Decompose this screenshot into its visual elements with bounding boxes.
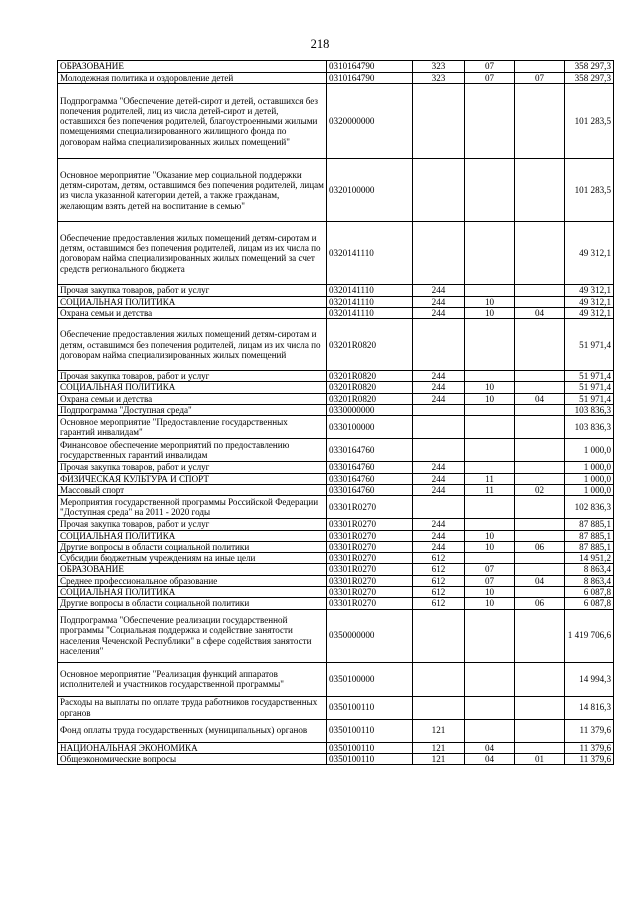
expense-type-code-cell: 612 — [413, 598, 465, 609]
table-row — [58, 416, 614, 439]
row-name-cell: СОЦИАЛЬНАЯ ПОЛИТИКА — [58, 530, 327, 541]
section-code-cell — [465, 519, 515, 530]
table-row — [58, 405, 614, 416]
target-article-code-cell: 0350100110 — [327, 696, 413, 719]
expense-type-code-cell: 323 — [413, 61, 465, 73]
subsection-code-cell: 02 — [515, 484, 565, 495]
subsection-code-cell — [515, 285, 565, 296]
target-article-code-cell: 0330164760 — [327, 473, 413, 484]
row-name-cell: Охрана семьи и детства — [58, 307, 327, 318]
expense-type-code-cell: 121 — [413, 742, 465, 753]
target-article-code-cell: 0320141110 — [327, 307, 413, 318]
subsection-code-cell — [515, 222, 565, 285]
subsection-code-cell — [515, 84, 565, 159]
section-code-cell — [465, 496, 515, 519]
table-row — [58, 753, 614, 764]
target-article-code-cell: 0330164760 — [327, 462, 413, 473]
expense-type-code-cell — [413, 84, 465, 159]
expense-type-code-cell: 612 — [413, 587, 465, 598]
section-code-cell: 11 — [465, 484, 515, 495]
table-row — [58, 484, 614, 495]
table-row — [58, 598, 614, 609]
subsection-code-cell — [515, 742, 565, 753]
table-row — [58, 159, 614, 222]
row-name-cell: Основное мероприятие "Реализация функций аппаратов исполнителей и участников государственной программы" — [58, 662, 327, 696]
subsection-code-cell: 04 — [515, 393, 565, 404]
target-article-code-cell: 03301R0270 — [327, 575, 413, 586]
amount-cell: 358 297,3 — [565, 73, 614, 84]
row-name-cell: ОБРАЗОВАНИЕ — [58, 61, 327, 73]
section-code-cell: 10 — [465, 393, 515, 404]
table-row — [58, 73, 614, 84]
table-row — [58, 519, 614, 530]
amount-cell: 8 863,4 — [565, 575, 614, 586]
row-name-cell: Прочая закупка товаров, работ и услуг — [58, 285, 327, 296]
row-name-cell: Субсидии бюджетным учреждениям на иные цели — [58, 553, 327, 564]
amount-cell: 103 836,3 — [565, 405, 614, 416]
amount-cell: 51 971,4 — [565, 393, 614, 404]
subsection-code-cell — [515, 530, 565, 541]
target-article-code-cell: 0310164790 — [327, 73, 413, 84]
subsection-code-cell — [515, 519, 565, 530]
section-code-cell: 10 — [465, 382, 515, 393]
subsection-code-cell — [515, 159, 565, 222]
amount-cell: 51 971,4 — [565, 371, 614, 382]
row-name-cell: Расходы на выплаты по оплате труда работников государственных органов — [58, 696, 327, 719]
target-article-code-cell: 0330000000 — [327, 405, 413, 416]
expense-type-code-cell: 244 — [413, 393, 465, 404]
amount-cell: 51 971,4 — [565, 382, 614, 393]
target-article-code-cell: 03301R0270 — [327, 530, 413, 541]
expense-type-code-cell: 244 — [413, 519, 465, 530]
amount-cell: 101 283,5 — [565, 159, 614, 222]
expense-type-code-cell: 244 — [413, 307, 465, 318]
subsection-code-cell — [515, 473, 565, 484]
row-name-cell: Обеспечение предоставления жилых помещений детям-сиротам и детям, оставшимся без попечения родителей, лицам из их числа по договорам найма специализированных жилых помещений за счет средств регионального бюджета — [58, 222, 327, 285]
amount-cell: 1 419 706,6 — [565, 609, 614, 662]
row-name-cell: Финансовое обеспечение мероприятий по предоставлению государственных гарантий инвалидам — [58, 439, 327, 462]
section-code-cell — [465, 405, 515, 416]
section-code-cell: 07 — [465, 61, 515, 73]
subsection-code-cell — [515, 662, 565, 696]
section-code-cell — [465, 553, 515, 564]
target-article-code-cell: 03301R0270 — [327, 598, 413, 609]
amount-cell: 14 816,3 — [565, 696, 614, 719]
amount-cell: 49 312,1 — [565, 222, 614, 285]
row-name-cell: Подпрограмма "Обеспечение реализации государственной программы "Социальная поддержка и содействие занятости населения Чеченской Республики" в сфере содействия занятости населения" — [58, 609, 327, 662]
section-code-cell: 11 — [465, 473, 515, 484]
amount-cell: 1 000,0 — [565, 484, 614, 495]
table-row — [58, 587, 614, 598]
row-name-cell: Обеспечение предоставления жилых помещений детям-сиротам и детям, оставшимся без попечения родителей, лицам из их числа по договорам найма специализированных жилых помещений — [58, 319, 327, 371]
subsection-code-cell — [515, 61, 565, 73]
subsection-code-cell — [515, 319, 565, 371]
expense-type-code-cell: 244 — [413, 371, 465, 382]
target-article-code-cell: 03301R0270 — [327, 519, 413, 530]
target-article-code-cell: 03201R0820 — [327, 393, 413, 404]
page-number: 218 — [310, 37, 330, 51]
section-code-cell: 04 — [465, 742, 515, 753]
amount-cell: 102 836,3 — [565, 496, 614, 519]
row-name-cell: СОЦИАЛЬНАЯ ПОЛИТИКА — [58, 587, 327, 598]
section-code-cell — [465, 84, 515, 159]
expense-type-code-cell — [413, 416, 465, 439]
target-article-code-cell: 03301R0270 — [327, 496, 413, 519]
row-name-cell: Основное мероприятие "Предоставление государственных гарантий инвалидам" — [58, 416, 327, 439]
subsection-code-cell: 04 — [515, 575, 565, 586]
target-article-code-cell: 0320141110 — [327, 296, 413, 307]
section-code-cell — [465, 696, 515, 719]
target-article-code-cell: 0350100110 — [327, 753, 413, 764]
target-article-code-cell: 0320000000 — [327, 84, 413, 159]
table-row — [58, 541, 614, 552]
table-row — [58, 307, 614, 318]
amount-cell: 51 971,4 — [565, 319, 614, 371]
row-name-cell: Прочая закупка товаров, работ и услуг — [58, 519, 327, 530]
table-row — [58, 662, 614, 696]
amount-cell: 87 885,1 — [565, 530, 614, 541]
table-row — [58, 609, 614, 662]
row-name-cell: Основное мероприятие "Оказание мер социальной поддержки детям-сиротам, детям, оставшимся без попечения родителей, лицам из числа указанной категории детей, а также гражданам, желающим взять детей на воспитание в семью" — [58, 159, 327, 222]
subsection-code-cell: 01 — [515, 753, 565, 764]
section-code-cell: 10 — [465, 587, 515, 598]
table-row — [58, 84, 614, 159]
section-code-cell: 07 — [465, 73, 515, 84]
subsection-code-cell — [515, 719, 565, 742]
amount-cell: 49 312,1 — [565, 285, 614, 296]
subsection-code-cell — [515, 439, 565, 462]
row-name-cell: ФИЗИЧЕСКАЯ КУЛЬТУРА И СПОРТ — [58, 473, 327, 484]
expense-type-code-cell: 121 — [413, 719, 465, 742]
subsection-code-cell — [515, 296, 565, 307]
row-name-cell: СОЦИАЛЬНАЯ ПОЛИТИКА — [58, 296, 327, 307]
amount-cell: 101 283,5 — [565, 84, 614, 159]
row-name-cell: СОЦИАЛЬНАЯ ПОЛИТИКА — [58, 382, 327, 393]
amount-cell: 6 087,8 — [565, 598, 614, 609]
expense-type-code-cell: 244 — [413, 285, 465, 296]
expense-type-code-cell — [413, 609, 465, 662]
expense-type-code-cell — [413, 439, 465, 462]
row-name-cell: ОБРАЗОВАНИЕ — [58, 564, 327, 575]
subsection-code-cell — [515, 416, 565, 439]
subsection-code-cell — [515, 382, 565, 393]
section-code-cell — [465, 319, 515, 371]
row-name-cell: Прочая закупка товаров, работ и услуг — [58, 462, 327, 473]
expense-type-code-cell — [413, 319, 465, 371]
subsection-code-cell: 04 — [515, 307, 565, 318]
expense-type-code-cell: 244 — [413, 296, 465, 307]
expense-type-code-cell — [413, 222, 465, 285]
amount-cell: 1 000,0 — [565, 462, 614, 473]
row-name-cell: Среднее профессиональное образование — [58, 575, 327, 586]
target-article-code-cell: 03301R0270 — [327, 553, 413, 564]
target-article-code-cell: 0350100110 — [327, 719, 413, 742]
table-row — [58, 296, 614, 307]
budget-table-body — [58, 61, 614, 765]
subsection-code-cell: 06 — [515, 541, 565, 552]
target-article-code-cell: 0320141110 — [327, 222, 413, 285]
subsection-code-cell — [515, 564, 565, 575]
target-article-code-cell: 03201R0820 — [327, 319, 413, 371]
table-row — [58, 222, 614, 285]
expense-type-code-cell — [413, 496, 465, 519]
target-article-code-cell: 0320100000 — [327, 159, 413, 222]
target-article-code-cell: 0350100000 — [327, 662, 413, 696]
expense-type-code-cell — [413, 159, 465, 222]
table-row — [58, 564, 614, 575]
amount-cell: 103 836,3 — [565, 416, 614, 439]
row-name-cell: Фонд оплаты труда государственных (муниципальных) органов — [58, 719, 327, 742]
amount-cell: 8 863,4 — [565, 564, 614, 575]
section-code-cell — [465, 609, 515, 662]
row-name-cell: Молодежная политика и оздоровление детей — [58, 73, 327, 84]
section-code-cell — [465, 662, 515, 696]
subsection-code-cell — [515, 553, 565, 564]
expense-type-code-cell: 244 — [413, 462, 465, 473]
table-row — [58, 285, 614, 296]
target-article-code-cell: 03301R0270 — [327, 564, 413, 575]
expense-type-code-cell: 323 — [413, 73, 465, 84]
table-row — [58, 439, 614, 462]
target-article-code-cell: 03201R0820 — [327, 382, 413, 393]
table-row — [58, 462, 614, 473]
expense-type-code-cell: 612 — [413, 564, 465, 575]
amount-cell: 49 312,1 — [565, 296, 614, 307]
target-article-code-cell: 03301R0270 — [327, 541, 413, 552]
target-article-code-cell: 0350100110 — [327, 742, 413, 753]
section-code-cell — [465, 416, 515, 439]
amount-cell: 14 994,3 — [565, 662, 614, 696]
expense-type-code-cell: 244 — [413, 484, 465, 495]
subsection-code-cell: 06 — [515, 598, 565, 609]
expense-type-code-cell: 612 — [413, 575, 465, 586]
expense-type-code-cell: 244 — [413, 473, 465, 484]
table-row — [58, 319, 614, 371]
budget-table — [57, 60, 614, 765]
expense-type-code-cell — [413, 405, 465, 416]
table-row — [58, 382, 614, 393]
target-article-code-cell: 0330100000 — [327, 416, 413, 439]
amount-cell: 11 379,6 — [565, 753, 614, 764]
amount-cell: 6 087,8 — [565, 587, 614, 598]
amount-cell: 14 951,2 — [565, 553, 614, 564]
section-code-cell — [465, 371, 515, 382]
table-row — [58, 393, 614, 404]
subsection-code-cell — [515, 609, 565, 662]
section-code-cell: 07 — [465, 575, 515, 586]
table-row — [58, 553, 614, 564]
expense-type-code-cell: 244 — [413, 541, 465, 552]
section-code-cell — [465, 222, 515, 285]
table-row — [58, 61, 614, 73]
expense-type-code-cell: 612 — [413, 553, 465, 564]
amount-cell: 358 297,3 — [565, 61, 614, 73]
amount-cell: 1 000,0 — [565, 473, 614, 484]
row-name-cell: Массовый спорт — [58, 484, 327, 495]
row-name-cell: Другие вопросы в области социальной политики — [58, 598, 327, 609]
table-row — [58, 719, 614, 742]
section-code-cell — [465, 462, 515, 473]
target-article-code-cell: 0320141110 — [327, 285, 413, 296]
expense-type-code-cell: 121 — [413, 753, 465, 764]
table-row — [58, 530, 614, 541]
section-code-cell — [465, 285, 515, 296]
subsection-code-cell — [515, 587, 565, 598]
expense-type-code-cell — [413, 662, 465, 696]
amount-cell: 87 885,1 — [565, 519, 614, 530]
target-article-code-cell: 03201R0820 — [327, 371, 413, 382]
amount-cell: 11 379,6 — [565, 742, 614, 753]
section-code-cell: 10 — [465, 296, 515, 307]
row-name-cell: Подпрограмма "Доступная среда" — [58, 405, 327, 416]
subsection-code-cell — [515, 405, 565, 416]
table-row — [58, 696, 614, 719]
target-article-code-cell: 0330164760 — [327, 484, 413, 495]
row-name-cell: НАЦИОНАЛЬНАЯ ЭКОНОМИКА — [58, 742, 327, 753]
target-article-code-cell: 0310164790 — [327, 61, 413, 73]
expense-type-code-cell: 244 — [413, 382, 465, 393]
expense-type-code-cell — [413, 696, 465, 719]
section-code-cell — [465, 439, 515, 462]
section-code-cell: 10 — [465, 541, 515, 552]
section-code-cell — [465, 159, 515, 222]
target-article-code-cell: 0330164760 — [327, 439, 413, 462]
section-code-cell: 10 — [465, 598, 515, 609]
section-code-cell: 07 — [465, 564, 515, 575]
subsection-code-cell — [515, 696, 565, 719]
row-name-cell: Другие вопросы в области социальной политики — [58, 541, 327, 552]
row-name-cell: Общеэкономические вопросы — [58, 753, 327, 764]
section-code-cell: 10 — [465, 530, 515, 541]
row-name-cell: Подпрограмма "Обеспечение детей-сирот и детей, оставшихся без попечения родителей, лиц из числа детей-сирот и детей, оставшихся без попечения родителей, благоустроенными жилыми помещениями специализированного жилищного фонда по договорам найма специализированных жилых помещений" — [58, 84, 327, 159]
target-article-code-cell: 03301R0270 — [327, 587, 413, 598]
table-row — [58, 473, 614, 484]
amount-cell: 11 379,6 — [565, 719, 614, 742]
amount-cell: 1 000,0 — [565, 439, 614, 462]
subsection-code-cell — [515, 496, 565, 519]
row-name-cell: Мероприятия государственной программы Российской Федерации "Доступная среда" на 2011 - 2020 годы — [58, 496, 327, 519]
amount-cell: 87 885,1 — [565, 541, 614, 552]
section-code-cell: 04 — [465, 753, 515, 764]
section-code-cell — [465, 719, 515, 742]
expense-type-code-cell: 244 — [413, 530, 465, 541]
row-name-cell: Охрана семьи и детства — [58, 393, 327, 404]
subsection-code-cell — [515, 462, 565, 473]
section-code-cell: 10 — [465, 307, 515, 318]
subsection-code-cell: 07 — [515, 73, 565, 84]
table-row — [58, 575, 614, 586]
amount-cell: 49 312,1 — [565, 307, 614, 318]
row-name-cell: Прочая закупка товаров, работ и услуг — [58, 371, 327, 382]
subsection-code-cell — [515, 371, 565, 382]
table-row — [58, 742, 614, 753]
table-row — [58, 371, 614, 382]
target-article-code-cell: 0350000000 — [327, 609, 413, 662]
table-row — [58, 496, 614, 519]
